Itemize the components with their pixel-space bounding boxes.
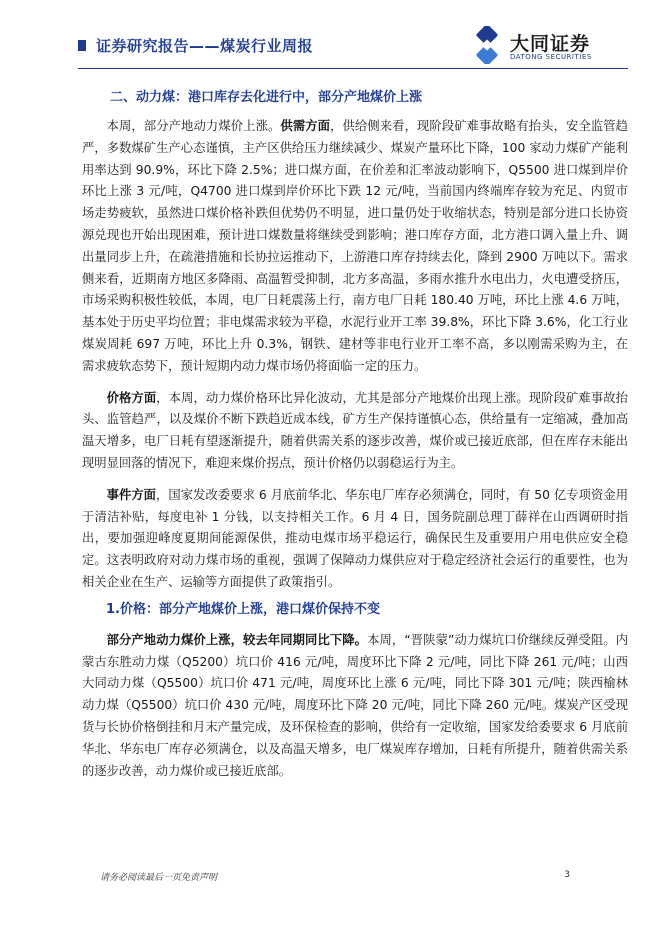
logo-emblem-icon xyxy=(468,26,506,64)
header-marker xyxy=(78,40,86,51)
report-title: 证券研究报告——煤炭行业周报 xyxy=(96,37,314,55)
paragraph-text: ，供给侧来看，现阶段矿难事故略有抬头，安全监管趋严，多数煤矿生产心态谨慎，主产区供给压力继续减少、煤炭产量环比下降，100 家动力煤矿产能利用率达到 90.9%，环比下降 2.5%；进口煤方面，在价差和汇率波动影响下，Q5500 进口煤到岸价环比上涨 3 元/吨，Q4700 进口煤到岸价环比下跌 12 元/吨，当前国内终端库存较为充足、内贸市场走势疲软，虽然进口煤价格补跌但优势仍不明显，进口量仍处于收缩状态，特别是部分进口长协资源兑现也开始出现困难，预计进口煤数量将继续受到影响；港口库存方面，北方港口调入量上升、调出量同步上升，在疏港措施和长协拉运推动下，上游港口库存持续去化，降到 2900 万吨以下。需求侧来看，近期南方地区多降雨、高温暂受抑制，北方多高温，多雨水推升水电出力，火电遭受挤压，市场采购积极性较低，本周，电厂日耗震荡上行，南方电厂日耗 180.40 万吨，环比上涨 4.6 万吨，基本处于历史平均位置；非电煤需求较为平稳，水泥行业开工率 39.8%，环比下降 3.6%，化工行业煤炭周耗 697 万吨，环比上升 0.3%，钢铁、建材等非电行业开工率不高，多以刚需采购为主，在需求疲软态势下，预计短期内动力煤市场仍将面临一定的压力。 xyxy=(82,119,628,373)
disclaimer-note: 请务必阅读最后一页免责声明 xyxy=(100,873,218,883)
events-paragraph xyxy=(82,485,628,594)
report-body xyxy=(82,78,628,782)
page-number: 3 xyxy=(564,870,570,880)
page-header xyxy=(0,0,662,78)
paragraph-text: ，国家发改委要求 6 月底前华北、华东电厂库存必须满仓，同时，有 50 亿专项资金用于清洁补贴，每度电补 1 分钱，以支持相关工作。6 月 4 日，国务院副总理丁薛祥在山西调研时指出，要加强迎峰度夏期间能源保供，推动电煤市场平稳运行，确保民生及重要用户用电供应安全稳定。这表明政府对动力煤市场的重视，强调了保障动力煤供应对于稳定经济社会运行的重要性，也为相关企业在生产、运输等方面提供了政策指引。 xyxy=(82,487,628,589)
section-heading: 二、动力煤：港口库存去化进行中，部分产地煤价上涨 xyxy=(110,90,423,105)
logo-english-name: DATONG SECURITIES xyxy=(510,53,592,61)
company-logo xyxy=(468,26,628,66)
header-divider xyxy=(78,68,628,69)
paragraph-intro: 本周，部分产地动力煤价上涨。 xyxy=(106,119,281,133)
subsection-heading: 1.价格：部分产地煤价上涨，港口煤价保持不变 xyxy=(106,601,380,617)
paragraph-lead: 部分产地动力煤价上涨，较去年同期同比下降。 xyxy=(106,632,368,647)
price-paragraph xyxy=(82,388,628,475)
page-footer xyxy=(100,870,570,884)
paragraph-lead: 供需方面 xyxy=(280,119,331,133)
paragraph-text: ，本周，动力煤价格环比异化波动，尤其是部分产地煤价出现上涨。现阶段矿难事故抬头、监管趋严，以及煤价不断下跌趋近成本线，矿方生产保持谨慎心态，供给量有一定缩减，叠加高温天增多，电厂日耗有望逐渐提升，随着供需关系的逐步改善，煤价或已接近底部，但在库存未能出现明显回落的情况下，难迎来煤价拐点，预计价格仍以弱稳运行为主。 xyxy=(82,390,628,470)
paragraph-text: 本周，“晋陕蒙”动力煤坑口价继续反弹受阻。内蒙古东胜动力煤（Q5200）坑口价 416 元/吨，周度环比下降 2 元/吨，同比下降 261 元/吨；山西大同动力煤（Q5500）坑口价 471 元/吨，周度环比上涨 6 元/吨，同比下降 301 元/吨；陕西榆林动力煤（Q5500）坑口价 430 元/吨，周度环比下降 20 元/吨，同比下降 260 元/吨。煤炭产区受现货与长协价格倒挂和月末产量完成，及环保检查的影响，供给有一定收缩，国家发给委要求 6 月底前华北、华东电厂库存必须满仓，以及高温天增多，电厂煤炭库存增加，日耗有所提升，随着供需关系的逐步改善，动力煤价或已接近底部。 xyxy=(82,632,628,778)
paragraph-lead: 价格方面 xyxy=(106,390,157,405)
supply-demand-paragraph xyxy=(82,116,628,378)
mine-price-paragraph xyxy=(82,630,628,783)
logo-chinese-name: 大同证券 xyxy=(510,33,591,55)
paragraph-lead: 事件方面 xyxy=(106,487,157,502)
